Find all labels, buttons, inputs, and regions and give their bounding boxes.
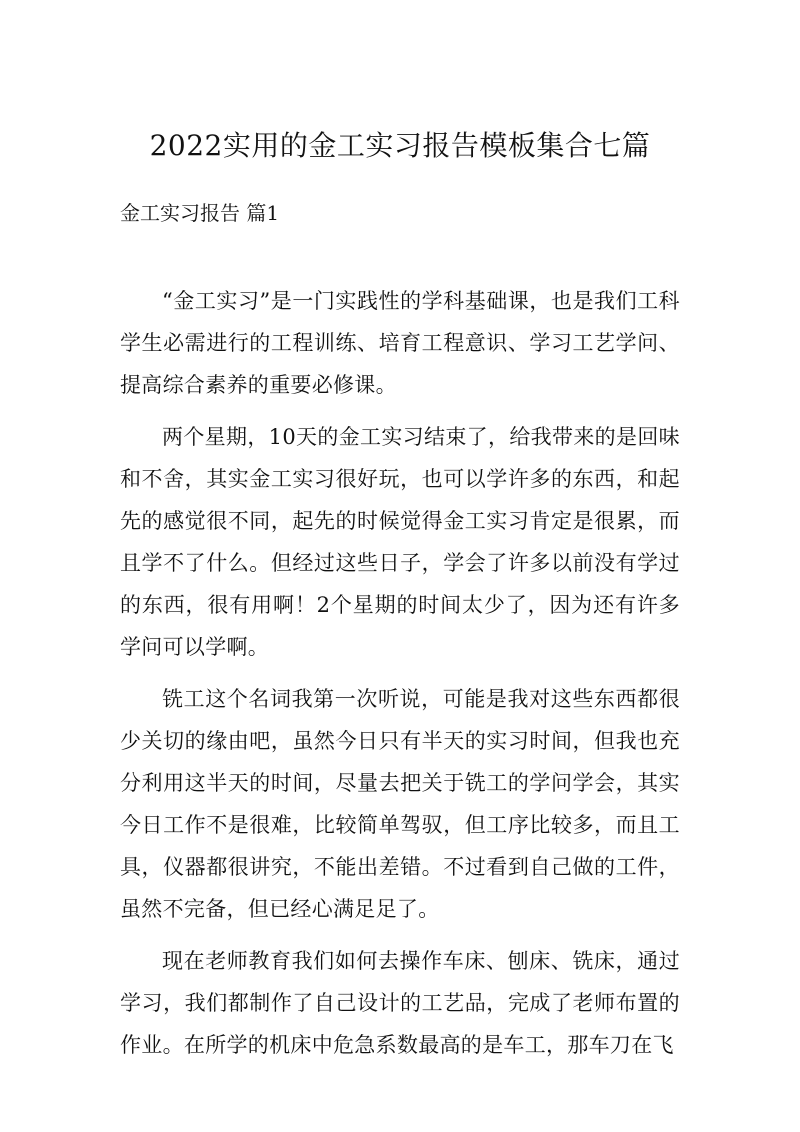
section-heading: 金工实习报告 篇1 — [120, 201, 280, 225]
paragraph: 两个星期，10天的金工实习结束了，给我带来的是回味和不舍，其实金工实习很好玩，也可以学许多的东西，和起先的感觉很不同，起先的时候觉得金工实习肯定是很累，而且学不了什么。但经过这些日子，学会了许多以前没有学过的东西，很有用啊！2个星期的时间太少了，因为还有许多学问可以学啊。 — [120, 425, 680, 659]
document-title: 2022实用的金工实习报告模板集合七篇 — [149, 129, 651, 162]
paragraph: 铣工这个名词我第一次听说，可能是我对这些东西都很少关切的缘由吧，虽然今日只有半天的实习时间，但我也充分利用这半天的时间，尽量去把关于铣工的学问学会，其实今日工作不是很难，比较简单驾驭，但工序比较多，而且工具，仪器都很讲究，不能出差错。不过看到自己做的工件，虽然不完备，但已经心满足足了。 — [120, 687, 680, 921]
paragraph: 现在老师教育我们如何去操作车床、刨床、铣床，通过学习，我们都制作了自己设计的工艺品，完成了老师布置的作业。在所学的机床中危急系数最高的是车工，那车刀在飞 — [120, 949, 680, 1057]
paragraph: “金工实习”是一门实践性的学科基础课，也是我们工科学生必需进行的工程训练、培育工程意识、学习工艺学问、提高综合素养的重要必修课。 — [120, 289, 680, 397]
document-body — [120, 280, 680, 1076]
